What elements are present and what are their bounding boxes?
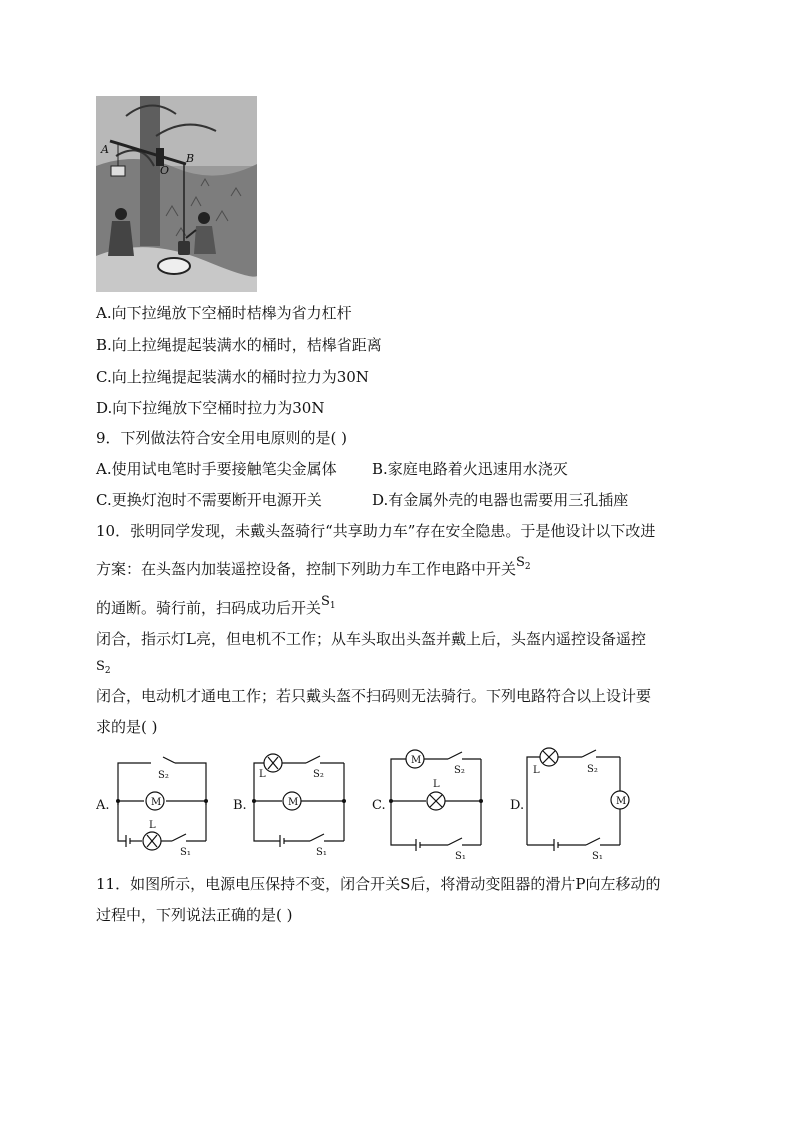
q9-option-d: D.有金属外壳的电器也需要用三孔插座 [372,491,629,509]
label-b: B [186,152,195,165]
q9-option-a: A.使用试电笔时手要接触笔尖金属体 [96,460,337,478]
q9-option-c: C.更换灯泡时不需要断开电源开关 [96,491,322,509]
q10-line2: 方案：在头盔内加装遥控设备，控制下列助力车工作电路中开关$S_2$ [96,555,531,578]
q10-line6: 闭合，电动机才通电工作；若只戴头盔不扫码则无法骑行。下列电路符合以上设计要 [96,687,652,705]
label-a: A [101,143,109,156]
q10-line7: 求的是( ) [96,718,158,736]
circuit-b-option: B. [233,798,247,813]
circuit-options [96,745,656,870]
q10-line4: 闭合，指示灯L亮，但电机不工作；从车头取出头盔并戴上后，头盔内遥控设备遥控 [96,630,646,648]
circuit-d-s1: S₁ [592,851,603,862]
switch-s2-symbol: $S_2$ [516,555,531,572]
circuit-b-lamp: L [259,769,266,780]
circuit-b-s2: S₂ [313,769,324,780]
circuit-c-s2: S₂ [454,765,465,776]
circuit-a-option: A. [96,798,110,813]
circuit-b-s1: S₁ [316,847,327,858]
circuit-a-s1: S₁ [180,847,191,858]
q8-option-c: C.向上拉绳提起装满水的桶时拉力为30N [96,368,369,386]
q11-line2: 过程中，下列说法正确的是( ) [96,906,293,924]
circuit-a-motor: M [151,797,162,808]
q8-option-a: A.向下拉绳放下空桶时桔槔为省力杠杆 [96,304,352,322]
q9-option-b: B.家庭电路着火迅速用水浇灭 [372,460,568,478]
circuit-c-lamp: L [433,779,440,790]
circuit-d-s2: S₂ [587,764,598,775]
circuit-c-motor: M [411,755,422,766]
circuit-d-lamp: L [533,765,540,776]
circuit-a-s2: S₂ [158,770,169,781]
q10-line5-symbol: $S_2$ [96,659,111,676]
circuit-b-motor: M [288,797,299,808]
circuit-d-motor: M [616,796,627,807]
q9-stem: 9．下列做法符合安全用电原则的是( ) [96,429,348,447]
q11-line1: 11．如图所示，电源电压保持不变，闭合开关S后，将滑动变阻器的滑片P向左移动的 [96,875,661,893]
circuit-c-s1: S₁ [455,851,466,862]
circuit-a-lamp: L [149,820,156,831]
label-o: O [160,164,170,177]
q8-option-b: B.向上拉绳提起装满水的桶时，桔槔省距离 [96,336,382,354]
q8-option-d: D.向下拉绳放下空桶时拉力为30N [96,399,325,417]
q10-line1: 10．张明同学发现，未戴头盔骑行“共享助力车”存在安全隐患。于是他设计以下改进 [96,522,656,540]
circuit-d-option: D. [510,798,525,813]
switch-s1-symbol: $S_1$ [321,594,336,611]
circuit-c-option: C. [372,798,386,813]
q10-line3: 的通断。骑行前，扫码成功后开关$S_1$ [96,594,336,617]
well-sweep-figure [96,96,257,292]
